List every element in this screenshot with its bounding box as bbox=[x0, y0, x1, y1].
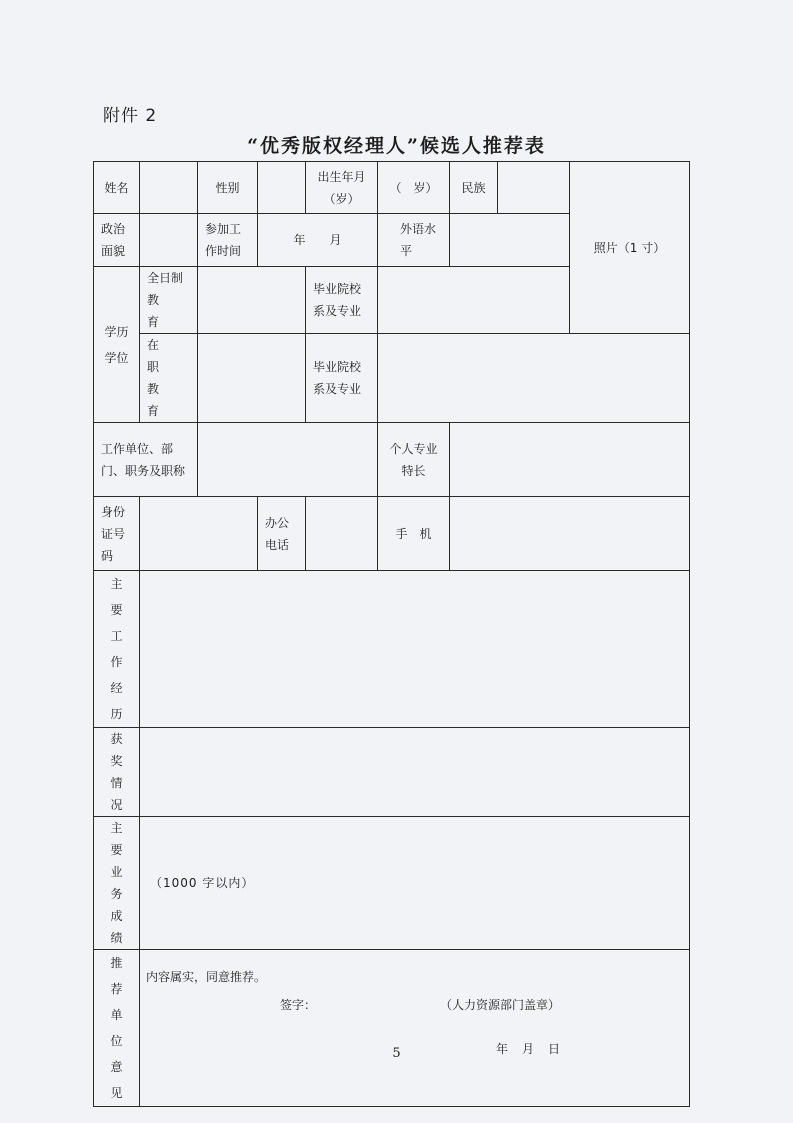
page-number: 5 bbox=[392, 1046, 401, 1061]
inservice-char-d: 育 bbox=[147, 404, 160, 418]
id-field[interactable] bbox=[140, 497, 258, 571]
date-label: 年 月 日 bbox=[496, 1042, 562, 1056]
birth-label-text: 出生年月 bbox=[317, 169, 366, 184]
language-field[interactable] bbox=[450, 214, 570, 267]
birth-label bbox=[306, 162, 378, 214]
recommend-field[interactable] bbox=[140, 950, 690, 1107]
fulltime-line1: 全日制 bbox=[147, 271, 184, 285]
fulltime-char-b: 育 bbox=[147, 315, 160, 329]
school-label-1: 毕业院校系及专业 bbox=[306, 267, 378, 334]
language-label: 外语水平 bbox=[378, 214, 450, 267]
id-label: 身份证号码 bbox=[94, 497, 140, 571]
signature-label: 签字： bbox=[280, 998, 317, 1012]
birth-field[interactable]: （ 岁） bbox=[378, 162, 450, 214]
fulltime-char-a: 教 bbox=[147, 293, 160, 307]
employer-label: 工作单位、部门、职务及职称 bbox=[94, 423, 198, 497]
fulltime-label bbox=[140, 267, 198, 334]
inservice-char-c: 教 bbox=[147, 382, 160, 396]
inservice-line2 bbox=[147, 378, 193, 422]
recommendation-form bbox=[93, 161, 690, 1107]
recommend-label: 推荐单位意见 bbox=[94, 950, 140, 1107]
inservice-char-b: 职 bbox=[147, 360, 160, 374]
gender-label: 性别 bbox=[198, 162, 258, 214]
inservice-label bbox=[140, 334, 198, 423]
office-phone-label: 办公电话 bbox=[258, 497, 306, 571]
awards-label: 获奖情况 bbox=[94, 728, 140, 817]
experience-field[interactable] bbox=[140, 571, 690, 728]
inservice-char-a: 在 bbox=[147, 338, 160, 352]
office-phone-field[interactable] bbox=[306, 497, 378, 571]
fulltime-line2 bbox=[147, 289, 193, 333]
school-field-2[interactable] bbox=[378, 334, 690, 423]
recommend-content bbox=[140, 950, 689, 1099]
awards-field[interactable] bbox=[140, 728, 690, 817]
name-label: 姓名 bbox=[94, 162, 140, 214]
attachment-label: 附件 2 bbox=[103, 106, 158, 126]
form-title: “优秀版权经理人”候选人推荐表 bbox=[247, 135, 546, 157]
mobile-label: 手 机 bbox=[378, 497, 450, 571]
achievements-label: 主要业务成绩 bbox=[94, 817, 140, 950]
fulltime-field[interactable] bbox=[198, 267, 306, 334]
political-field[interactable] bbox=[140, 214, 198, 267]
school-label-2: 毕业院校系及专业 bbox=[306, 334, 378, 423]
ethnicity-field[interactable] bbox=[498, 162, 570, 214]
photo-cell[interactable]: 照片（1 寸） bbox=[570, 162, 690, 334]
seal-label: （人力资源部门盖章） bbox=[440, 998, 561, 1012]
work-start-field[interactable]: 年 月 bbox=[258, 214, 378, 267]
experience-label: 主要工作经历 bbox=[94, 571, 140, 728]
political-label: 政治面貌 bbox=[94, 214, 140, 267]
birth-age-hint: （岁） bbox=[323, 191, 360, 206]
specialty-field[interactable] bbox=[450, 423, 690, 497]
gender-field[interactable] bbox=[258, 162, 306, 214]
inservice-line1 bbox=[147, 334, 193, 378]
ethnicity-label: 民族 bbox=[450, 162, 498, 214]
work-start-label: 参加工作时间 bbox=[198, 214, 258, 267]
mobile-field[interactable] bbox=[450, 497, 690, 571]
school-field-1[interactable] bbox=[378, 267, 570, 334]
achievements-field[interactable]: （1000 字以内） bbox=[140, 817, 690, 950]
recommend-text: 内容属实，同意推荐。 bbox=[146, 970, 267, 984]
inservice-field[interactable] bbox=[198, 334, 306, 423]
specialty-label: 个人专业特长 bbox=[378, 423, 450, 497]
employer-field[interactable] bbox=[198, 423, 378, 497]
education-label: 学历学位 bbox=[94, 267, 140, 423]
name-field[interactable] bbox=[140, 162, 198, 214]
